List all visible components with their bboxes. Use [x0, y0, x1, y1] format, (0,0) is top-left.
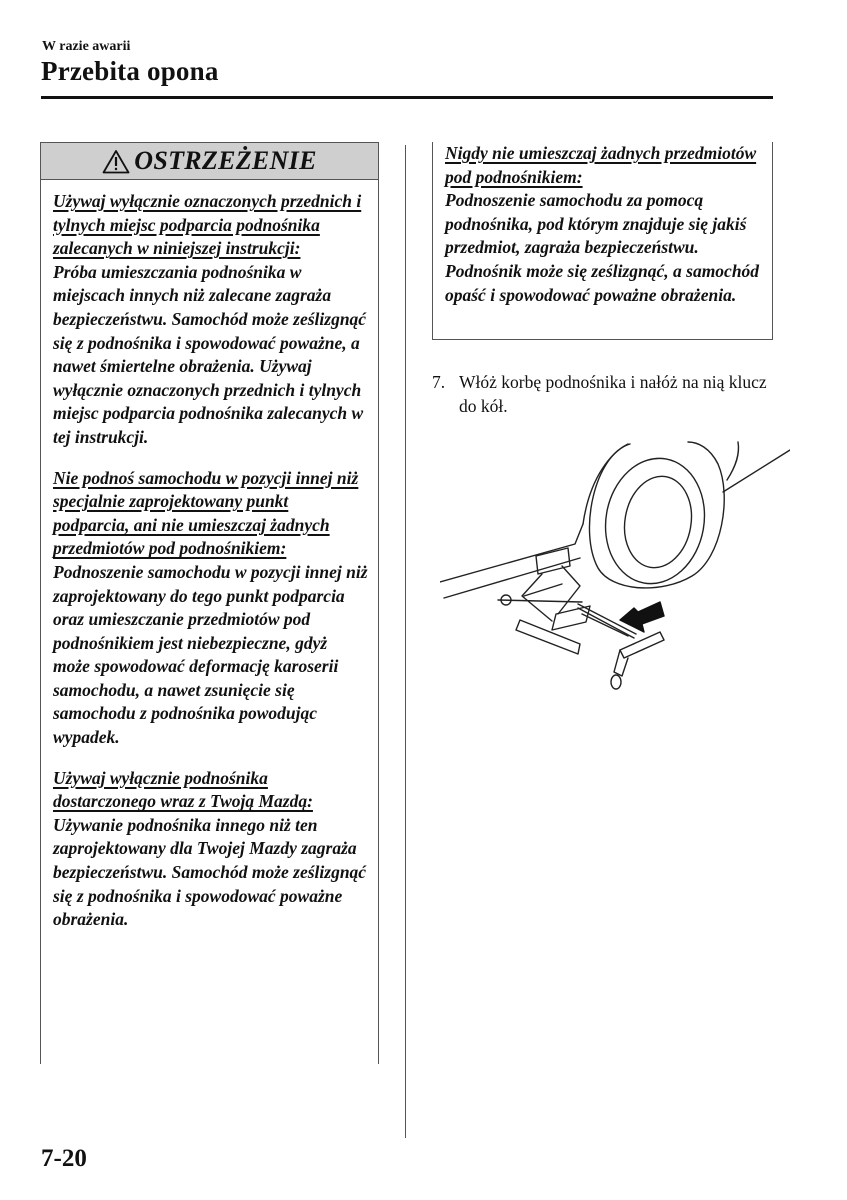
tire-outline	[589, 442, 724, 592]
warning-paragraph	[53, 467, 368, 750]
lug-wrench-outline	[611, 632, 664, 689]
warning-paragraph-heading: Używaj wyłącznie oznaczonych przednich i tylnych miejsc podparcia podnośnika zalecanych w niniejszej instrukcji:	[53, 191, 362, 259]
warning-paragraph-body: Podnoszenie samochodu w pozycji innej niż zaprojektowany do tego punkt podparcia oraz umieszczanie przedmiotów pod podnośnikiem jest niebezpieczne, gdyż może spowodować deformację karoserii samochodu, a nawet zsunięcie się samochodu z podnośnika powodując wypadek.	[53, 561, 368, 748]
section-label: W razie awarii	[42, 39, 131, 54]
warning-box	[40, 142, 379, 1064]
step-number: 7.	[432, 372, 446, 392]
warning-continued-box	[432, 142, 773, 340]
step-text: Włóż korbę podnośnika i nałóż na nią klucz do kół.	[459, 372, 767, 416]
warning-paragraph-body: Podnoszenie samochodu za pomocą podnośnika, pod którym znajduje się jakiś przedmiot, zagraża bezpieczeństwu. Podnośnik może się ześlizgnąć, a samochód opaść i spowodować poważne obrażenia.	[445, 190, 760, 305]
warning-paragraph-body: Próba umieszczania podnośnika w miejscach innych niż zalecane zagraża bezpieczeństwu. Samochód może ześlizgnąć się z podnośnika i spowodować poważne, a nawet śmiertelne obrażenia. Używaj wyłącznie oznaczonych przednich i tylnych miejsc podparcia podnośnika zalecanych w tej instrukcji.	[53, 261, 367, 447]
scissor-jack-outline	[498, 548, 590, 654]
page-number: 7-20	[41, 1145, 87, 1172]
warning-paragraph	[53, 190, 368, 450]
page-title: Przebita opona	[41, 56, 219, 86]
title-rule	[41, 96, 773, 99]
step-item	[432, 370, 777, 418]
column-divider	[405, 145, 406, 1138]
warning-paragraph-heading: Nigdy nie umieszczaj żadnych przedmiotów pod podnośnikiem:	[445, 143, 757, 187]
direction-arrow	[620, 602, 664, 632]
warning-header	[41, 143, 378, 180]
car-body-outline	[440, 442, 790, 598]
warning-paragraph-heading: Używaj wyłącznie podnośnika dostarczonego wraz z Twoją Mazdą:	[53, 767, 313, 812]
warning-body	[41, 180, 378, 932]
warning-paragraph-heading: Nie podnoś samochodu w pozycji innej niż specjalnie zaprojektowany punkt podparcia, ani nie umieszczaj żadnych przedmiotów pod podnośnikiem:	[53, 467, 359, 559]
warning-paragraph-body: Używanie podnośnika innego niż ten zaprojektowany dla Twojej Mazdy zagraża bezpieczeństwu. Samochód może ześlizgnąć się z podnośnika i spowodować poważne obrażenia.	[53, 814, 367, 930]
warning-title: OSTRZEŻENIE	[134, 146, 317, 175]
warning-paragraph	[53, 767, 368, 932]
jack-wrench-illustration	[440, 436, 790, 706]
warning-paragraph	[445, 142, 762, 307]
warning-triangle-icon	[102, 149, 130, 174]
